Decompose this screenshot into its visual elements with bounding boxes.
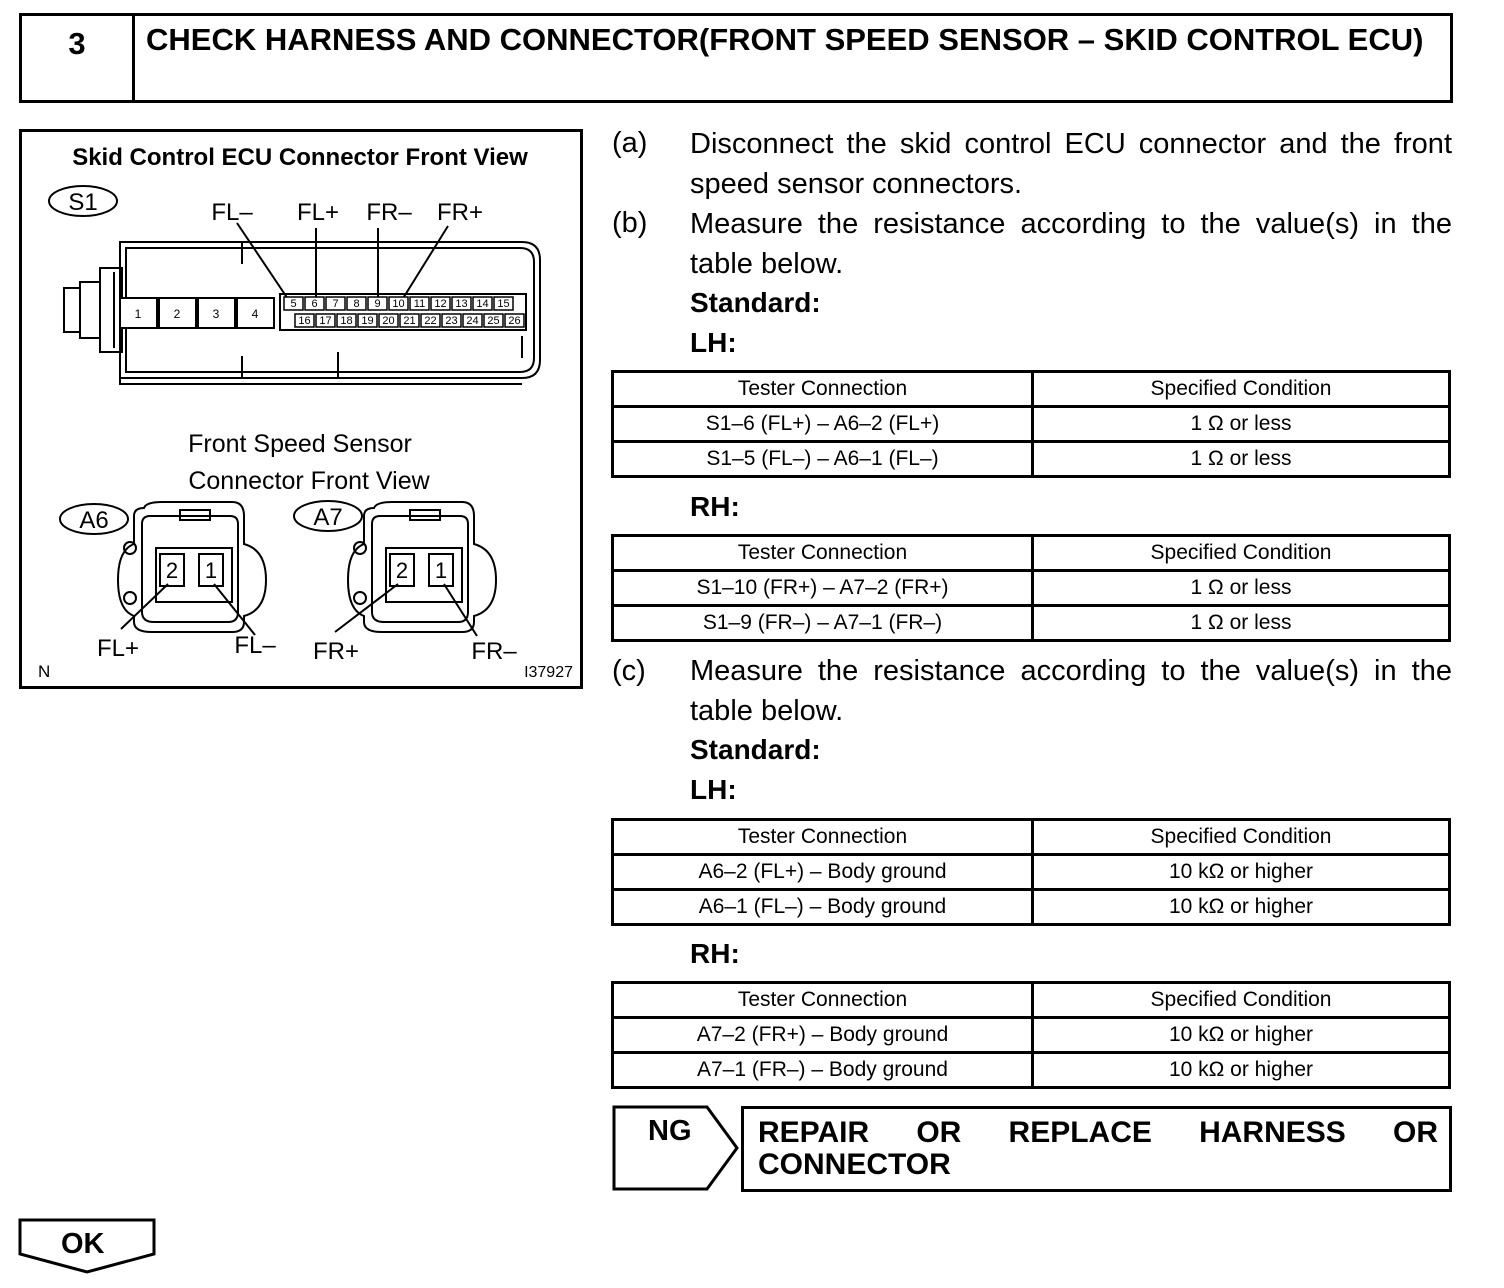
left-sensor-label-plus: FL+ <box>96 635 140 662</box>
step-number: 3 <box>22 16 135 100</box>
ecu-connector-id: S1 <box>68 189 98 216</box>
right-sensor-pin-2: 2 <box>395 558 409 583</box>
table-header-row <box>613 983 1450 1018</box>
specified-condition-cell: 1 Ω or less <box>1033 606 1450 641</box>
specified-condition-cell: 10 kΩ or higher <box>1033 1053 1450 1088</box>
ecu-pin-row-top <box>284 297 513 310</box>
specified-condition-cell: 1 Ω or less <box>1033 407 1450 442</box>
step-c-text: Measure the resistance according to the value(s) in the table below. <box>690 655 1452 727</box>
table-row <box>613 1018 1450 1053</box>
ecu-pin-21: 21 <box>403 315 416 327</box>
specified-condition-cell: 10 kΩ or higher <box>1033 855 1450 890</box>
ecu-pin-9: 9 <box>374 298 381 310</box>
specified-condition-cell: 1 Ω or less <box>1033 571 1450 606</box>
ecu-pin-23: 23 <box>445 315 458 327</box>
step-b-standard: Standard: <box>690 287 821 318</box>
ecu-label-fr-plus: FR+ <box>436 199 484 226</box>
left-sensor-id: A6 <box>79 507 109 534</box>
header-specified-condition: Specified Condition <box>1033 372 1450 407</box>
tester-connection-cell: A6–1 (FL–) – Body ground <box>613 890 1033 925</box>
specified-condition-cell: 10 kΩ or higher <box>1033 1018 1450 1053</box>
left-sensor-housing <box>118 502 266 632</box>
ecu-pin-8: 8 <box>353 298 360 310</box>
ecu-pin-24: 24 <box>466 315 479 327</box>
table-b-lh <box>611 370 1451 478</box>
ecu-pin-6: 6 <box>311 298 318 310</box>
sensor-view-title-line1: Front Speed Sensor <box>188 430 412 458</box>
ecu-pin-17: 17 <box>319 315 332 327</box>
right-sensor-label-plus: FR+ <box>312 638 360 665</box>
header-tester-connection: Tester Connection <box>613 820 1033 855</box>
step-c-standard: Standard: <box>690 734 821 765</box>
ecu-pin-20: 20 <box>382 315 395 327</box>
table-row <box>613 890 1450 925</box>
step-header <box>19 13 1453 103</box>
ng-action-line1: REPAIR OR REPLACE HARNESS OR <box>758 1116 1438 1149</box>
sensor-view-title-line2: Connector Front View <box>188 467 430 495</box>
table-row <box>613 407 1450 442</box>
ng-action-line2: CONNECTOR <box>758 1148 951 1181</box>
table-row <box>613 606 1450 641</box>
left-sensor-label-minus: FL– <box>234 632 276 659</box>
ecu-pin-18: 18 <box>340 315 353 327</box>
table-b-rh <box>611 534 1451 642</box>
tester-connection-cell: S1–5 (FL–) – A6–1 (FL–) <box>613 442 1033 477</box>
specified-condition-cell: 1 Ω or less <box>1033 442 1450 477</box>
step-a-text: Disconnect the skid control ECU connector and the front speed sensor connectors. <box>690 128 1452 200</box>
right-sensor-housing <box>348 502 496 632</box>
header-specified-condition: Specified Condition <box>1033 983 1450 1018</box>
step-c-label: (c) <box>612 655 646 687</box>
ecu-pin-25: 25 <box>487 315 500 327</box>
ecu-pin-14: 14 <box>476 298 489 310</box>
header-tester-connection: Tester Connection <box>613 983 1033 1018</box>
right-sensor-pin-1: 1 <box>434 558 448 583</box>
ecu-pin-22: 22 <box>424 315 437 327</box>
connector-figure <box>19 129 583 689</box>
step-b-lh-label: LH: <box>690 327 737 358</box>
ecu-pin-13: 13 <box>455 298 468 310</box>
table-row <box>613 1053 1450 1088</box>
header-tester-connection: Tester Connection <box>613 536 1033 571</box>
step-b-text: Measure the resistance according to the value(s) in the table below. <box>690 208 1452 280</box>
left-sensor-pin-1: 1 <box>204 558 218 583</box>
header-specified-condition: Specified Condition <box>1033 536 1450 571</box>
ecu-pin-7: 7 <box>332 298 339 310</box>
ecu-pin-row-bottom <box>295 314 524 327</box>
right-sensor-id: A7 <box>313 504 343 531</box>
ecu-pin-3: 3 <box>212 307 220 321</box>
table-row <box>613 442 1450 477</box>
specified-condition-cell: 10 kΩ or higher <box>1033 890 1450 925</box>
ecu-pin-2: 2 <box>173 307 181 321</box>
right-sensor-label-minus: FR– <box>471 638 517 665</box>
table-header-row <box>613 820 1450 855</box>
ecu-label-fl-plus: FL+ <box>296 199 340 226</box>
figure-code: I37927 <box>524 664 573 681</box>
ng-label: NG <box>648 1115 692 1147</box>
ecu-pin-11: 11 <box>413 298 426 310</box>
ecu-pin-12: 12 <box>434 298 447 310</box>
ecu-pin-1: 1 <box>134 307 142 321</box>
header-tester-connection: Tester Connection <box>613 372 1033 407</box>
step-b-rh-label: RH: <box>690 491 740 522</box>
ok-label: OK <box>61 1228 105 1260</box>
table-c-lh <box>611 818 1451 926</box>
ecu-pin-19: 19 <box>361 315 374 327</box>
corner-code: N <box>38 662 51 681</box>
tester-connection-cell: S1–6 (FL+) – A6–2 (FL+) <box>613 407 1033 442</box>
connector-diagram <box>22 132 580 686</box>
ecu-pin-5: 5 <box>290 298 297 310</box>
ecu-pin-10: 10 <box>392 298 405 310</box>
header-specified-condition: Specified Condition <box>1033 820 1450 855</box>
ng-action-text <box>758 1117 1438 1181</box>
tester-connection-cell: S1–10 (FR+) – A7–2 (FR+) <box>613 571 1033 606</box>
table-row <box>613 855 1450 890</box>
ecu-pin-4: 4 <box>251 307 259 321</box>
ecu-label-fr-minus: FR– <box>366 199 412 226</box>
ecu-pin-26: 26 <box>508 315 521 327</box>
step-a-label: (a) <box>612 127 648 159</box>
tester-connection-cell: S1–9 (FR–) – A7–1 (FR–) <box>613 606 1033 641</box>
tester-connection-cell: A6–2 (FL+) – Body ground <box>613 855 1033 890</box>
table-header-row <box>613 372 1450 407</box>
step-c-rh-label: RH: <box>690 938 740 969</box>
step-title: CHECK HARNESS AND CONNECTOR(FRONT SPEED SENSOR – SKID CONTROL ECU) <box>146 22 1424 57</box>
left-sensor-pin-2: 2 <box>165 558 179 583</box>
table-row <box>613 571 1450 606</box>
ng-action-box <box>741 1106 1452 1192</box>
step-b-label: (b) <box>612 207 648 239</box>
table-c-rh <box>611 981 1451 1089</box>
ecu-view-title: Skid Control ECU Connector Front View <box>72 144 528 171</box>
ecu-pin-16: 16 <box>298 315 311 327</box>
ecu-label-fl-minus: FL– <box>211 199 253 226</box>
table-header-row <box>613 536 1450 571</box>
tester-connection-cell: A7–1 (FR–) – Body ground <box>613 1053 1033 1088</box>
step-c-lh-label: LH: <box>690 774 737 805</box>
tester-connection-cell: A7–2 (FR+) – Body ground <box>613 1018 1033 1053</box>
ecu-pin-15: 15 <box>497 298 510 310</box>
